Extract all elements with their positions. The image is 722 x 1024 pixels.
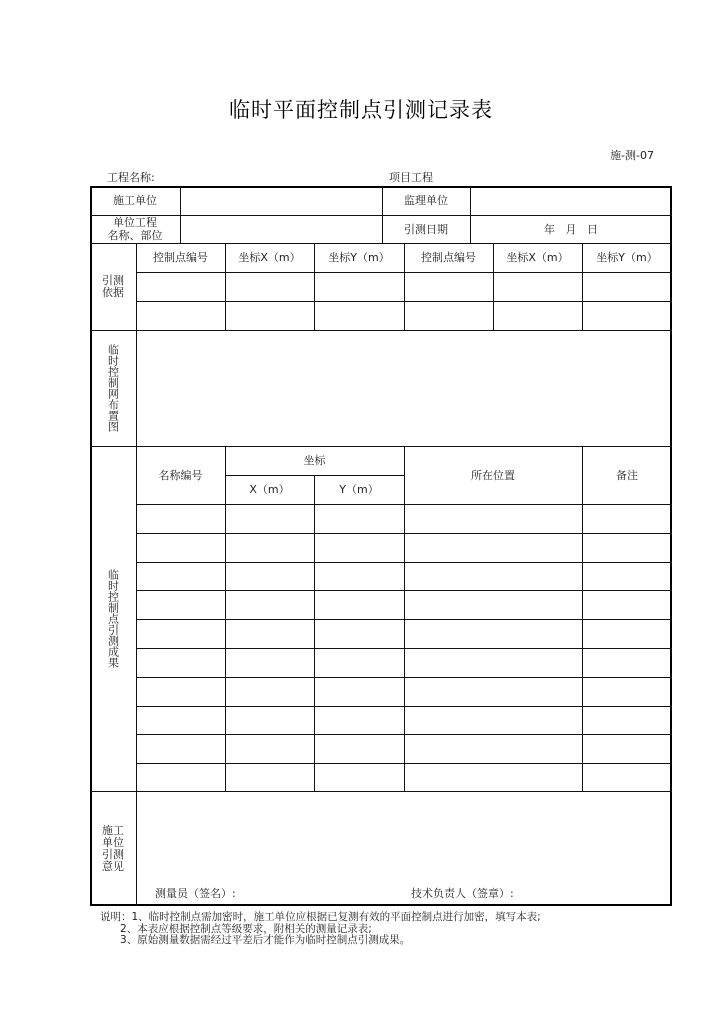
page-title: 临时平面控制点引测记录表: [229, 98, 493, 122]
project-name-label: 工程名称:: [107, 171, 155, 184]
basis-cell[interactable]: [405, 302, 492, 329]
basis-cell[interactable]: [583, 302, 671, 329]
results-col-location: 所在位置: [471, 468, 515, 482]
table-row[interactable]: [137, 534, 671, 561]
layout-label-text: 临时控制网布置图: [106, 344, 120, 432]
opinion-label: [90, 791, 136, 906]
results-col-x: X（m）: [249, 483, 290, 496]
basis-col-point-id-1: 控制点编号: [153, 251, 208, 264]
table-row[interactable]: [137, 591, 671, 618]
basis-col-point-id-2: 控制点编号: [421, 251, 476, 264]
basis-cell[interactable]: [226, 302, 313, 329]
basis-cell[interactable]: [494, 302, 581, 329]
basis-cell[interactable]: [494, 273, 581, 300]
basis-cell[interactable]: [315, 302, 403, 329]
basis-cell[interactable]: [405, 273, 492, 300]
surveyor-signature-label: 测量员（签名）:: [155, 887, 236, 900]
table-row[interactable]: [137, 563, 671, 589]
supervisor-label: 监理单位: [404, 194, 448, 207]
basis-cell[interactable]: [137, 302, 224, 329]
basis-col-y-2: 坐标Y（m）: [596, 251, 658, 264]
opinion-label-text: 施工单位引测意见: [102, 823, 124, 873]
basis-col-y-1: 坐标Y（m）: [328, 251, 390, 264]
tech-lead-signature-label: 技术负责人（签章）:: [411, 887, 514, 900]
basis-label: [90, 243, 136, 330]
basis-col-x-1: 坐标X（m）: [238, 251, 301, 264]
supervisor-field[interactable]: [471, 187, 671, 214]
project-name-value: 项目工程: [389, 171, 433, 184]
table-row[interactable]: [137, 678, 671, 705]
results-col-y: Y（m）: [339, 483, 379, 496]
note-line-2: 2、本表应根据控制点等级要求，附相关的测量记录表;: [100, 922, 372, 935]
basis-cell[interactable]: [315, 273, 403, 300]
results-col-coord: 坐标: [303, 454, 326, 467]
results-col-name: 名称编号: [158, 468, 203, 482]
date-label: 引测日期: [404, 222, 448, 236]
table-row[interactable]: [137, 764, 671, 790]
basis-cell[interactable]: [137, 273, 224, 300]
note-line-3: 3、原始测量数据需经过平差后才能作为临时控制点引测成果。: [100, 934, 411, 946]
unit-label: [90, 215, 180, 243]
layout-label: [90, 330, 136, 446]
basis-cell[interactable]: [226, 273, 313, 300]
table-row[interactable]: [137, 649, 671, 676]
basis-cell[interactable]: [583, 273, 671, 300]
unit-field[interactable]: [181, 216, 381, 242]
table-row[interactable]: [137, 707, 671, 733]
results-col-remark: 备注: [616, 468, 638, 482]
layout-drawing-area[interactable]: [137, 331, 671, 445]
unit-label-line2: 名称、部位: [107, 229, 163, 242]
basis-label-text: 引测依据: [102, 273, 124, 299]
notes: [100, 912, 541, 947]
unit-label-line1: 单位工程: [113, 216, 157, 229]
table-row[interactable]: [137, 620, 671, 647]
basis-col-x-2: 坐标X（m）: [506, 251, 569, 264]
note-line-1: 说明：1、临时控制点需加密时，施工单位应根据已复测有效的平面控制点进行加密，填写本表;: [100, 911, 541, 923]
results-label-text: 临时控制点引测成果: [106, 569, 120, 668]
contractor-label: 施工单位: [113, 194, 157, 207]
form-code: 施-测-07: [610, 149, 654, 162]
contractor-field[interactable]: [181, 187, 381, 214]
table-row[interactable]: [137, 505, 671, 532]
results-label: [90, 446, 136, 791]
opinion-field[interactable]: [137, 792, 671, 877]
table-row[interactable]: [137, 735, 671, 762]
date-field[interactable]: 年 月 日: [544, 222, 598, 236]
